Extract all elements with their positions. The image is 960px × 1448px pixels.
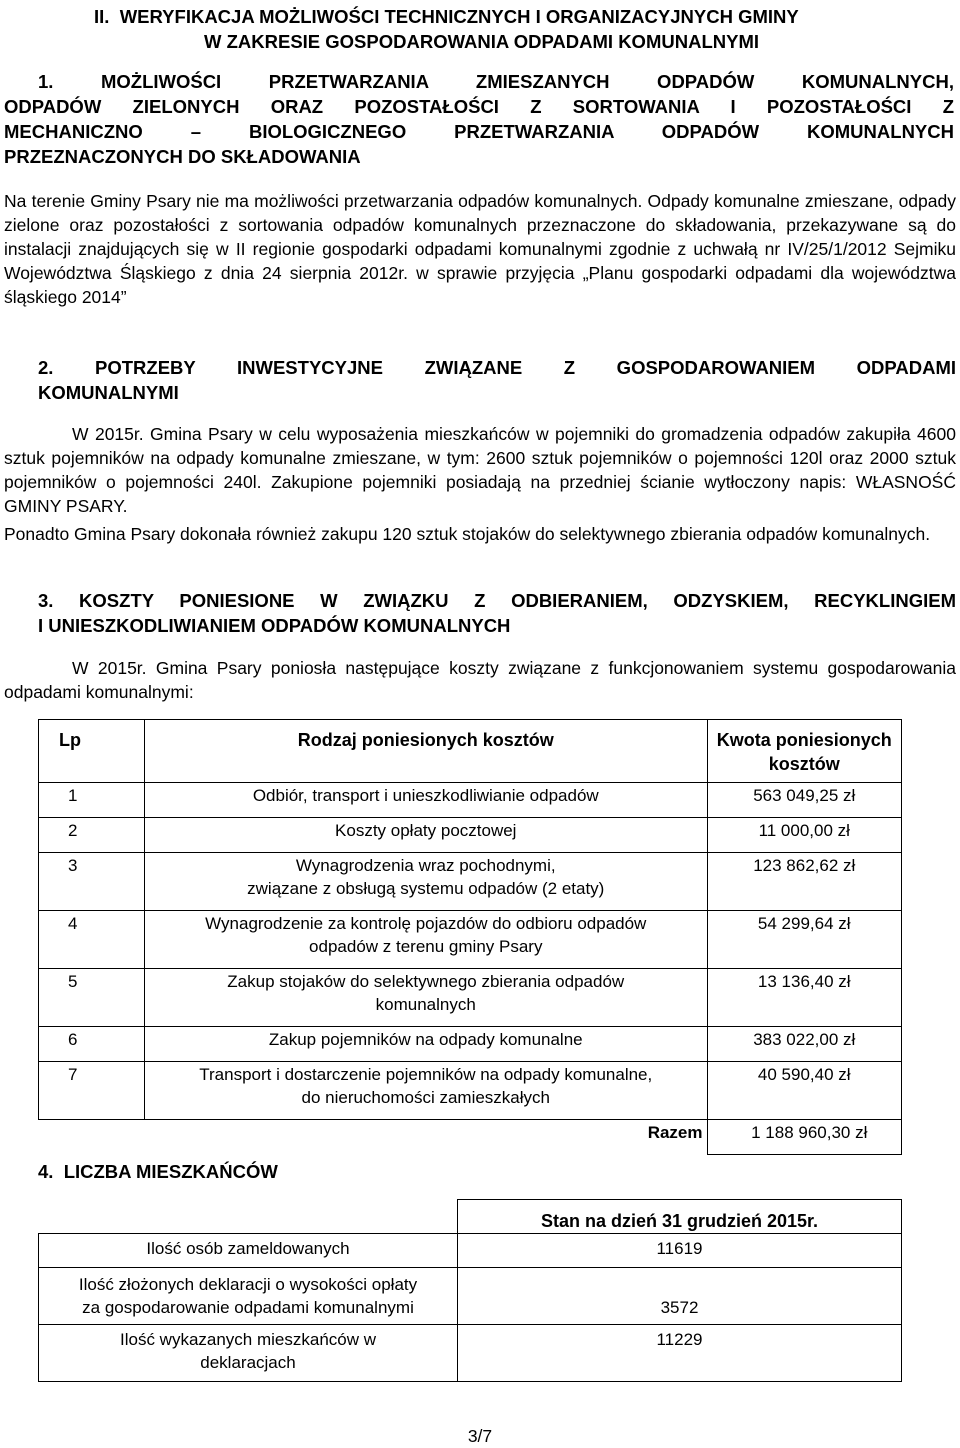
- section-heading: [94, 4, 954, 54]
- row-amount: 40 590,40 zł: [707, 1062, 902, 1120]
- row-amount: 11 000,00 zł: [707, 818, 902, 853]
- s1-heading-line3: MECHANICZNO – BIOLOGICZNEGO PRZETWARZANIA ODPADÓW KOMUNALNYCH: [4, 121, 954, 142]
- page-number: 3/7: [467, 1426, 493, 1446]
- row-lp: 4: [39, 911, 145, 969]
- s1-heading-line1: 1. MOŻLIWOŚCI PRZETWARZANIA ZMIESZANYCH ODPADÓW KOMUNALNYCH,: [38, 71, 954, 92]
- row-kind-line2: do nieruchomości zamieszkałych: [301, 1088, 550, 1107]
- s1-heading: [4, 69, 954, 169]
- row-amount: 13 136,40 zł: [707, 969, 902, 1027]
- s3-heading-line1: 3. KOSZTY PONIESIONE W ZWIĄZKU Z ODBIERANIEM, ODZYSKIEM, RECYKLINGIEM: [38, 590, 956, 611]
- table-row: [39, 1027, 902, 1062]
- total-row: [39, 1120, 902, 1155]
- s3-intro-text: W 2015r. Gmina Psary poniosła następujące koszty związane z funkcjonowaniem systemu gospodarowania odpadami komunalnymi:: [4, 658, 956, 702]
- declarations-value: 3572: [458, 1268, 902, 1325]
- table-row: [39, 1268, 902, 1325]
- row-kind: [145, 853, 708, 911]
- table-row: [39, 969, 902, 1027]
- row-lp: 1: [39, 783, 145, 818]
- s2-heading: [38, 355, 956, 405]
- total-label-text: Razem: [647, 1123, 703, 1142]
- date-header: Stan na dzień 31 grudzień 2015r.: [458, 1200, 902, 1234]
- row-lp: 3: [39, 853, 145, 911]
- s1-paragraph: Na terenie Gminy Psary nie ma możliwości przetwarzania odpadów komunalnych. Odpady komunalne zmieszane, odpady zielone oraz pozostałości z sortowania odpadów komunalnych przeznaczone do składowania, przekazywane są do instalacji znajdujących się w II regionie gospodarki odpadami komunalnymi zgodnie z uchwałą nr IV/25/1/2012 Sejmiku Województwa Śląskiego z dnia 24 sierpnia 2012r. w sprawie przyjęcia „Planu gospodarki odpadami dla województwa śląskiego 2014”: [4, 191, 956, 307]
- total-label: [145, 1120, 708, 1155]
- row-lp: 5: [39, 969, 145, 1027]
- residents-label: [39, 1325, 458, 1382]
- row-kind-line1: Transport i dostarczenie pojemników na odpady komunalne,: [199, 1065, 653, 1084]
- table-row: [39, 1234, 902, 1268]
- population-value: 11619: [458, 1234, 902, 1268]
- s3-heading: [38, 588, 956, 638]
- population-table: [38, 1199, 902, 1382]
- row-kind: Koszty opłaty pocztowej: [145, 818, 708, 853]
- col-amount-header: [707, 720, 902, 783]
- population-label: Ilość osób zameldowanych: [39, 1234, 458, 1268]
- table-row: [39, 1325, 902, 1382]
- s3-heading-line2: I UNIESZKODLIWIANIEM ODPADÓW KOMUNALNYCH: [38, 615, 511, 636]
- declarations-label-line1: Ilość złożonych deklaracji o wysokości opłaty: [78, 1275, 418, 1294]
- row-kind-line2: odpadów z terenu gminy Psary: [309, 937, 543, 956]
- row-amount: 54 299,64 zł: [707, 911, 902, 969]
- s2-paragraph-2: Ponadto Gmina Psary dokonała również zakupu 120 sztuk stojaków do selektywnego zbierania odpadów komunalnych.: [4, 524, 931, 544]
- s3-intro: [4, 656, 956, 704]
- row-kind: Zakup pojemników na odpady komunalne: [145, 1027, 708, 1062]
- row-kind: [145, 1062, 708, 1120]
- total-empty-cell: [39, 1120, 145, 1155]
- s2-heading-line2: KOMUNALNYMI: [38, 382, 179, 403]
- residents-label-line1: Ilość wykazanych mieszkańców w: [119, 1330, 377, 1349]
- row-amount: 563 049,25 zł: [707, 783, 902, 818]
- table-row: [39, 853, 902, 911]
- population-table-header: [39, 1200, 902, 1234]
- row-kind-line1: Zakup stojaków do selektywnego zbierania odpadów: [227, 972, 625, 991]
- s2-paragraph-1: [4, 422, 956, 518]
- section-heading-line1: II. WERYFIKACJA MOŻLIWOŚCI TECHNICZNYCH I ORGANIZACYJNYCH GMINY: [94, 6, 799, 27]
- row-lp: 7: [39, 1062, 145, 1120]
- section-heading-line2: W ZAKRESIE GOSPODAROWANIA ODPADAMI KOMUNALNYMI: [204, 31, 759, 52]
- s4-heading: 4. LICZBA MIESZKAŃCÓW: [38, 1161, 278, 1182]
- table-row: [39, 1062, 902, 1120]
- row-amount: 123 862,62 zł: [707, 853, 902, 911]
- row-kind: Odbiór, transport i unieszkodliwianie odpadów: [145, 783, 708, 818]
- row-kind-line2: związane z obsługą systemu odpadów (2 etaty): [247, 879, 605, 898]
- s2-paragraph-1-text: W 2015r. Gmina Psary w celu wyposażenia mieszkańców w pojemniki do gromadzenia odpadów zakupiła 4600 sztuk pojemników na odpady komunalne zmieszane, w tym: 2600 sztuk pojemników o pojemności 120l oraz 2000 sztuk pojemników o pojemności 240l. Zakupione pojemniki posiadają na przedniej ścianie wytłoczony napis: WŁASNOŚĆ GMINY PSARY.: [4, 424, 956, 516]
- declarations-label: [39, 1268, 458, 1325]
- table-row: [39, 783, 902, 818]
- declarations-label-line2: za gospodarowanie odpadami komunalnymi: [82, 1298, 414, 1317]
- total-value: 1 188 960,30 zł: [707, 1120, 902, 1155]
- header-empty-cell: [39, 1200, 458, 1234]
- col-lp-header: Lp: [39, 720, 145, 783]
- row-amount: 383 022,00 zł: [707, 1027, 902, 1062]
- costs-table-header: [39, 720, 902, 783]
- row-kind-line1: Wynagrodzenie za kontrolę pojazdów do odbioru odpadów: [205, 914, 647, 933]
- col-amount-header-line1: Kwota poniesionych: [716, 730, 892, 750]
- s2-heading-line1: 2. POTRZEBY INWESTYCYJNE ZWIĄZANE Z GOSPODAROWANIEM ODPADAMI: [38, 357, 956, 378]
- s1-heading-line2: ODPADÓW ZIELONYCH ORAZ POZOSTAŁOŚCI Z SORTOWANIA I POZOSTAŁOŚCI Z: [4, 96, 954, 117]
- s1-heading-line4: PRZEZNACZONYCH DO SKŁADOWANIA: [4, 146, 361, 167]
- row-lp: 2: [39, 818, 145, 853]
- table-row: [39, 818, 902, 853]
- row-kind: [145, 969, 708, 1027]
- row-lp: 6: [39, 1027, 145, 1062]
- costs-table: [38, 719, 902, 1155]
- col-amount-header-line2: kosztów: [768, 754, 840, 774]
- table-row: [39, 911, 902, 969]
- col-kind-header: Rodzaj poniesionych kosztów: [145, 720, 708, 783]
- residents-label-line2: deklaracjach: [200, 1353, 296, 1372]
- residents-value: 11229: [458, 1325, 902, 1382]
- row-kind-line2: komunalnych: [375, 995, 476, 1014]
- row-kind: [145, 911, 708, 969]
- row-kind-line1: Wynagrodzenia wraz pochodnymi,: [295, 856, 556, 875]
